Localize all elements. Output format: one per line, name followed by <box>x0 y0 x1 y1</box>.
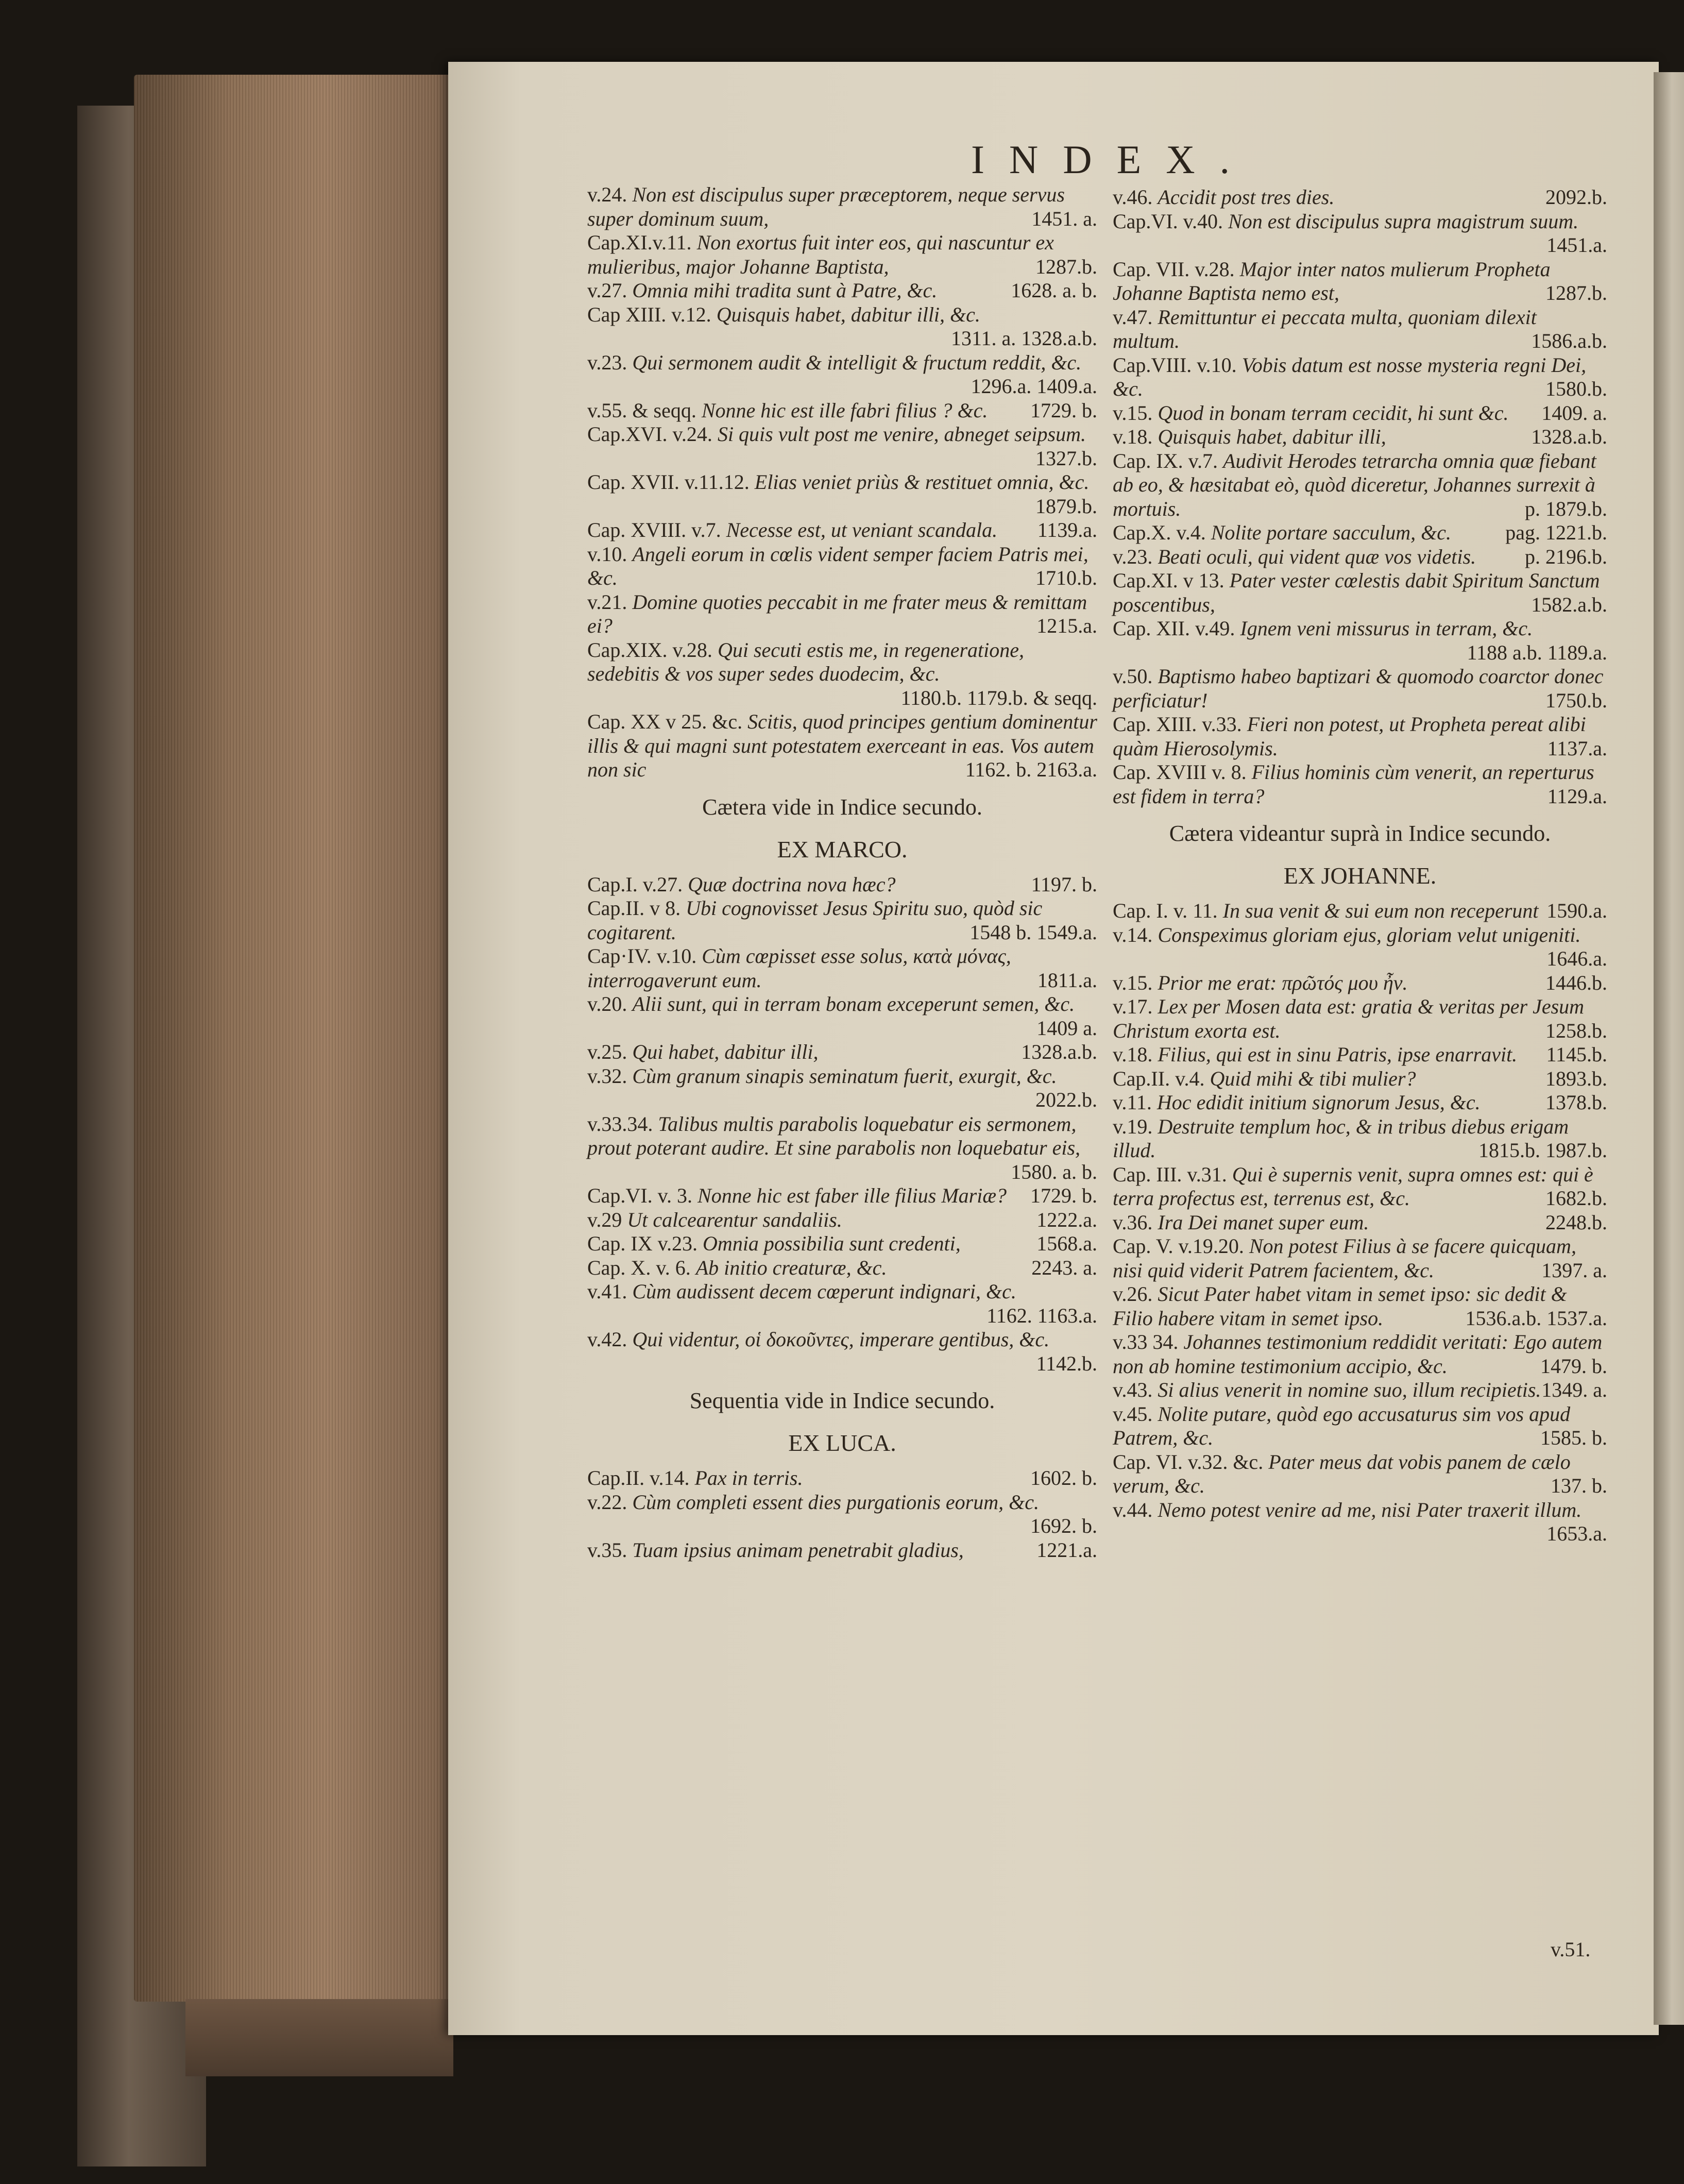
index-entry <box>1113 185 1607 210</box>
entry-page: 1692. b. <box>1030 1514 1097 1537</box>
entry-reference: v.23. <box>1113 545 1153 568</box>
entry-page: 1548 b. 1549.a. <box>969 920 1097 944</box>
index-entry <box>1113 617 1607 665</box>
entry-page: 1188 a.b. 1189.a. <box>1467 640 1607 664</box>
entry-page: 1653.a. <box>1546 1522 1607 1545</box>
entry-page: 2248.b. <box>1545 1210 1607 1234</box>
entry-page: 1258.b. <box>1545 1019 1607 1042</box>
entry-page: 1811.a. <box>1037 968 1097 992</box>
entry-page: 1162. 1163.a. <box>986 1303 1097 1327</box>
running-head: INDEX. <box>971 137 1255 182</box>
entry-text: Ab initio creaturæ, &c. <box>695 1256 887 1279</box>
index-entry <box>587 638 1097 710</box>
entry-text: Nolite portare sacculum, &c. <box>1211 521 1451 544</box>
entry-text: Lex per Mosen data est: gratia & veritas per Jesum Christum exorta est. <box>1113 995 1585 1042</box>
entry-reference: Cap. VI. v.32. &c. <box>1113 1450 1264 1474</box>
entry-reference: v.26. <box>1113 1282 1153 1306</box>
entry-text: Cùm granum sinapis seminatum fuerit, exurgit, &c. <box>632 1064 1057 1088</box>
index-entry <box>1113 1402 1607 1450</box>
entry-reference: v.35. <box>587 1538 627 1562</box>
entry-reference: v.47. <box>1113 305 1153 329</box>
entry-reference: Cap XIII. v.12. <box>587 302 711 326</box>
entry-page: 1582.a.b. <box>1531 592 1607 616</box>
entry-reference: v.10. <box>587 542 627 566</box>
entry-reference: Cap.II. v 8. <box>587 896 681 920</box>
entry-text: Ira Dei manet super eum. <box>1158 1210 1369 1234</box>
entry-page: 1879.b. <box>1035 494 1097 518</box>
entry-reference: v.17. <box>1113 995 1153 1018</box>
see-also-note: Cætera vide in Indice secundo. <box>702 794 982 820</box>
index-entry <box>587 183 1097 231</box>
entry-text: Alii sunt, qui in terram bonam exceperunt semen, &c. <box>632 992 1075 1015</box>
entry-text: Non est discipulus super præceptorem, neque servus super dominum suum, <box>587 183 1065 230</box>
entry-text: Johannes testimonium reddidit veritati: Ego autem non ab homine testimonium accipio, &c. <box>1113 1330 1603 1378</box>
entry-text: Nemo potest venire ad me, nisi Pater traxerit illum. <box>1158 1498 1582 1521</box>
entry-page: 1586.a.b. <box>1531 329 1607 352</box>
entry-text: Baptismo habeo baptizari & quomodo coarctor donec perficiatur! <box>1113 665 1604 712</box>
entry-page: 1162. b. 2163.a. <box>965 758 1097 781</box>
entry-page: 1682.b. <box>1545 1187 1607 1210</box>
entry-reference: Cap. XVIII. v.7. <box>587 518 721 541</box>
index-entry <box>587 992 1097 1040</box>
entry-page: 1580. a. b. <box>1011 1160 1097 1183</box>
entry-text: Major inter natos mulierum Propheta Johanne Baptista nemo est, <box>1113 257 1551 304</box>
entry-page: 1137.a. <box>1547 736 1607 760</box>
entry-page: 2092.b. <box>1545 185 1607 209</box>
entry-text: Quæ doctrina nova hæc? <box>688 872 896 896</box>
entry-reference: Cap.X. v.4. <box>1113 521 1206 544</box>
entry-reference: v.43. <box>1113 1378 1153 1401</box>
entry-page: 1893.b. <box>1545 1066 1607 1090</box>
entry-reference: v.18. <box>1113 1043 1153 1066</box>
entry-text: Vobis datum est nosse mysteria regni Dei, &c. <box>1113 353 1587 400</box>
right-column <box>1113 185 1607 1546</box>
entry-page: 1142.b. <box>1036 1351 1097 1375</box>
entry-text: Ubi cognovisset Jesus Spiritu suo, quòd sic cogitarent. <box>587 896 1043 944</box>
entry-text: Prior me erat: πρῶτός μου ἦν. <box>1158 971 1408 994</box>
entry-reference: v.19. <box>1113 1114 1153 1138</box>
entry-text: Qui secuti estis me, in regeneratione, sedebitis & vos super sedes duodecim, &c. <box>587 638 1024 685</box>
entry-reference: Cap. IX. v.7. <box>1113 449 1218 472</box>
index-entry <box>1113 899 1607 923</box>
entry-reference: v.23. <box>587 350 627 374</box>
index-entry <box>1113 1450 1607 1498</box>
index-entry <box>1113 971 1607 995</box>
index-entry <box>1113 923 1607 971</box>
index-entry <box>587 303 1097 351</box>
entry-page: 137. b. <box>1551 1474 1607 1497</box>
entry-text: Pater vester cœlestis dabit Spiritum Sanctum poscentibus, <box>1113 569 1600 616</box>
entry-reference: Cap. III. v.31. <box>1113 1162 1227 1186</box>
entry-page: 1296.a. 1409.a. <box>971 375 1097 398</box>
index-entry <box>1113 665 1607 713</box>
index-entry <box>587 1466 1097 1491</box>
entry-page: 1451.a. <box>1546 233 1607 257</box>
entry-reference: Cap.VI. v. 3. <box>587 1184 693 1207</box>
entry-page: 1180.b. 1179.b. & seqq. <box>900 686 1097 709</box>
index-entry <box>1113 449 1607 521</box>
catchword: v.51. <box>1551 1938 1591 1961</box>
entry-text: Quod in bonam terram cecidit, hi sunt &c. <box>1158 401 1509 425</box>
entry-reference: v.27. <box>587 279 627 302</box>
index-entry <box>587 873 1097 897</box>
index-entry <box>587 1064 1097 1112</box>
entry-page: 1409. a. <box>1541 401 1607 425</box>
entry-page: 1129.a. <box>1547 784 1607 808</box>
entry-page: 1710.b. <box>1035 566 1097 589</box>
entry-text: Nonne hic est ille fabri filius ? &c. <box>701 398 988 422</box>
entry-reference: v.50. <box>1113 665 1153 688</box>
luca-entries-continued <box>1113 185 1607 808</box>
index-entry <box>587 1491 1097 1538</box>
index-entry <box>587 1184 1097 1208</box>
entry-reference: Cap·IV. v.10. <box>587 944 697 968</box>
entry-reference: Cap. XVIII v. 8. <box>1113 760 1247 784</box>
entry-reference: Cap.I. v.27. <box>587 872 683 896</box>
index-entry <box>1113 1163 1607 1211</box>
entry-page: 1215.a. <box>1036 614 1097 637</box>
section-title-marco: EX MARCO. <box>777 836 908 862</box>
entry-reference: Cap. XVII. v.11.12. <box>587 470 750 494</box>
entry-text: Ignem veni missurus in terram, &c. <box>1240 617 1533 640</box>
index-entry <box>1113 401 1607 426</box>
entry-text: Non est discipulus supra magistrum suum. <box>1228 209 1579 233</box>
entry-text: Elias veniet priùs & restituet omnia, &c. <box>754 470 1090 494</box>
entry-reference: v.15. <box>1113 401 1153 425</box>
entry-text: Necesse est, ut veniant scandala. <box>726 518 998 541</box>
see-also-note: Sequentia vide in Indice secundo. <box>689 1388 995 1413</box>
index-entry <box>1113 1330 1607 1378</box>
entry-reference: Cap. XII. v.49. <box>1113 617 1235 640</box>
entry-text: Filius, qui est in sinu Patris, ipse enarravit. <box>1158 1043 1518 1066</box>
entry-reference: v.55. & seqq. <box>587 398 696 422</box>
index-entry <box>1113 306 1607 353</box>
entry-page: 1580.b. <box>1545 377 1607 400</box>
entry-text: Tuam ipsius animam penetrabit gladius, <box>632 1538 964 1562</box>
index-entry <box>587 1256 1097 1280</box>
index-entry <box>1113 545 1607 569</box>
index-entry <box>587 399 1097 423</box>
entry-page: 1479. b. <box>1540 1354 1607 1378</box>
entry-text: Ut calcearentur sandaliis. <box>627 1208 842 1231</box>
entry-reference: v.15. <box>1113 971 1153 994</box>
entry-reference: Cap. XIII. v.33. <box>1113 713 1242 736</box>
entry-text: Si alius venerit in nomine suo, illum recipietis. <box>1158 1378 1541 1401</box>
entry-page: 1568.a. <box>1036 1232 1097 1255</box>
entry-reference: v.33 34. <box>1113 1330 1179 1353</box>
entry-reference: Cap.XI. v 13. <box>1113 569 1224 592</box>
entry-reference: Cap.VI. v.40. <box>1113 209 1223 233</box>
entry-page: p. 2196.b. <box>1525 545 1607 568</box>
entry-reference: v.11. <box>1113 1091 1152 1114</box>
index-entry <box>587 590 1097 638</box>
entry-text: Nolite putare, quòd ego accusaturus sim vos apud Patrem, &c. <box>1113 1402 1571 1449</box>
entry-reference: Cap. IX v.23. <box>587 1232 698 1255</box>
index-entry <box>587 1538 1097 1563</box>
entry-page: 2243. a. <box>1031 1256 1097 1279</box>
index-entry <box>1113 1282 1607 1330</box>
see-also-note: Cætera videantur suprà in Indice secundo. <box>1169 821 1551 846</box>
entry-page: 1590.a. <box>1546 899 1607 922</box>
left-column <box>587 183 1097 1562</box>
entry-text: Qui è supernis venit, supra omnes est: qui è terra profectus est, terrenus est, &c. <box>1113 1162 1593 1210</box>
entry-page: 1628. a. b. <box>1011 279 1097 302</box>
entry-page: 2022.b. <box>1035 1088 1097 1111</box>
entry-reference: v.45. <box>1113 1402 1153 1426</box>
entry-text: Omnia possibilia sunt credenti, <box>703 1232 961 1255</box>
entry-reference: Cap.II. v.4. <box>1113 1066 1205 1090</box>
entry-page: 1145.b. <box>1546 1043 1607 1066</box>
entry-text: Fieri non potest, ut Propheta pereat alibi quàm Hierosolymis. <box>1113 713 1586 760</box>
entry-reference: v.21. <box>587 590 627 614</box>
entry-page: 1585. b. <box>1540 1426 1607 1449</box>
entry-text: Scitis, quod principes gentium dominentur illis & qui magni sunt potestatem exerceant in eas. Vos autem non sic <box>587 710 1097 781</box>
entry-page: 1328.a.b. <box>1021 1040 1097 1063</box>
index-entry <box>1113 1498 1607 1546</box>
entry-page: 1197. b. <box>1031 872 1097 896</box>
index-entry <box>587 422 1097 470</box>
entry-page: 1646.a. <box>1546 947 1607 970</box>
entry-reference: v.41. <box>587 1280 627 1303</box>
index-entry <box>587 1208 1097 1232</box>
entry-page: 1222.a. <box>1036 1208 1097 1231</box>
entry-text: Beati oculi, qui vident quæ vos videtis. <box>1158 545 1476 568</box>
entry-page: 1287.b. <box>1545 281 1607 304</box>
matthew-entries <box>587 183 1097 782</box>
entry-reference: Cap.VIII. v.10. <box>1113 353 1237 377</box>
entry-page: 1327.b. <box>1035 446 1097 470</box>
entry-text: Non exortus fuit inter eos, qui nascuntur ex mulieribus, major Johanne Baptista, <box>587 231 1054 278</box>
entry-page: pag. 1221.b. <box>1505 521 1607 544</box>
entry-text: Cùm cœpisset esse solus, κατὰ μόνας, interrogaverunt eum. <box>587 944 1011 992</box>
index-entry <box>587 351 1097 399</box>
entry-page: 1397. a. <box>1541 1258 1607 1282</box>
entry-reference: v.18. <box>1113 425 1153 448</box>
entry-page: 1602. b. <box>1030 1466 1097 1489</box>
entry-reference: v.14. <box>1113 923 1153 946</box>
index-entry <box>587 279 1097 303</box>
index-entry <box>587 518 1097 543</box>
page-block-edge <box>134 75 453 2002</box>
entry-page: 1729. b. <box>1030 398 1097 422</box>
entry-page: 1409 a. <box>1036 1016 1097 1040</box>
entry-reference: v.20. <box>587 992 627 1015</box>
entry-text: Qui sermonem audit & intelligit & fructum reddit, &c. <box>632 350 1082 374</box>
facing-page-edge <box>1654 72 1684 2025</box>
entry-text: Talibus multis parabolis loquebatur eis sermonem, prout poterant audire. Et sine parabolis non loquebatur eis, <box>587 1112 1081 1159</box>
index-entry <box>1113 1091 1607 1115</box>
entry-reference: Cap. I. v. 11. <box>1113 899 1218 922</box>
entry-text: Qui videntur, οἱ δοκοῦντες, imperare gentibus, &c. <box>632 1328 1050 1351</box>
entry-reference: Cap. XX v 25. &c. <box>587 710 743 733</box>
entry-page: p. 1879.b. <box>1525 497 1607 520</box>
entry-text: Destruite templum hoc, & in tribus diebus erigam illud. <box>1113 1114 1569 1162</box>
entry-text: Sicut Pater habet vitam in semet ipso: sic dedit & Filio habere vitam in semet ipso. <box>1113 1282 1567 1330</box>
entry-text: Accidit post tres dies. <box>1158 185 1335 209</box>
index-entry <box>1113 713 1607 760</box>
index-entry <box>1113 1043 1607 1067</box>
index-entry <box>1113 210 1607 258</box>
index-entry <box>587 710 1097 782</box>
entry-reference: v.24. <box>587 183 627 206</box>
index-entry <box>1113 1211 1607 1235</box>
entry-text: Non potest Filius à se facere quicquam, nisi quid viderit Patrem facientem, &c. <box>1113 1234 1576 1282</box>
entry-page: 1349. a. <box>1541 1378 1607 1401</box>
index-entry <box>1113 425 1607 449</box>
entry-text: In sua venit & sui eum non receperunt <box>1222 899 1539 922</box>
index-entry <box>587 944 1097 992</box>
entry-text: Pater meus dat vobis panem de cælo verum, &c. <box>1113 1450 1571 1497</box>
index-entry <box>587 231 1097 279</box>
index-entry <box>1113 569 1607 617</box>
entry-reference: v.42. <box>587 1328 627 1351</box>
index-entry <box>587 1280 1097 1328</box>
entry-page: 1729. b. <box>1030 1184 1097 1207</box>
index-entry <box>587 896 1097 944</box>
entry-reference: v.29 <box>587 1208 622 1231</box>
index-entry <box>587 543 1097 590</box>
entry-reference: Cap.II. v.14. <box>587 1466 690 1489</box>
entry-reference: Cap. X. v. 6. <box>587 1256 691 1279</box>
entry-text: Filius hominis cùm venerit, an reperturus est fidem in terra? <box>1113 760 1594 808</box>
entry-page: 1446.b. <box>1545 971 1607 994</box>
entry-page: 1287.b. <box>1035 255 1097 278</box>
index-entry <box>1113 760 1607 808</box>
entry-text: Angeli eorum in cœlis vident semper faciem Patris mei, &c. <box>587 542 1088 589</box>
entry-text: Nonne hic est faber ille filius Mariæ? <box>698 1184 1007 1207</box>
entry-text: Quid mihi & tibi mulier? <box>1210 1066 1416 1090</box>
index-entry <box>1113 1234 1607 1282</box>
index-entry <box>587 1040 1097 1064</box>
entry-page: 1139.a. <box>1037 518 1097 541</box>
entry-text: Hoc edidit initium signorum Jesus, &c. <box>1156 1091 1481 1114</box>
entry-text: Pax in terris. <box>694 1466 803 1489</box>
entry-text: Cùm audissent decem cœperunt indignari, &c. <box>632 1280 1016 1303</box>
entry-reference: v.44. <box>1113 1498 1153 1521</box>
index-entry <box>1113 521 1607 545</box>
index-entry <box>1113 995 1607 1043</box>
entry-reference: Cap.XIX. v.28. <box>587 638 712 662</box>
entry-text: Audivit Herodes tetrarcha omnia quæ fiebant ab eo, & hæsitabat eò, quòd diceretur, Johannes surrexit à mortuis. <box>1113 449 1596 520</box>
entry-text: Conspeximus gloriam ejus, gloriam velut unigeniti. <box>1158 923 1581 946</box>
entry-reference: v.25. <box>587 1040 627 1063</box>
entry-text: Remittuntur ei peccata multa, quoniam dilexit multum. <box>1113 305 1537 352</box>
marco-entries <box>587 873 1097 1376</box>
entry-reference: v.46. <box>1113 185 1153 209</box>
index-entry <box>1113 1067 1607 1091</box>
index-entry <box>1113 1378 1607 1402</box>
index-entry <box>587 1112 1097 1184</box>
entry-text: Domine quoties peccabit in me frater meus & remittam ei? <box>587 590 1087 637</box>
index-entry <box>1113 258 1607 306</box>
index-entry <box>587 1328 1097 1376</box>
book-bottom-board <box>185 1999 453 2076</box>
entry-text: Si quis vult post me venire, abneget seipsum. <box>717 422 1086 446</box>
section-title-luca: EX LUCA. <box>788 1430 896 1456</box>
entry-text: Quisquis habet, dabitur illi, &c. <box>716 302 980 326</box>
entry-reference: v.33.34. <box>587 1112 653 1136</box>
entry-text: Quisquis habet, dabitur illi, <box>1158 425 1386 448</box>
entry-reference: Cap. VII. v.28. <box>1113 257 1235 281</box>
index-entry <box>1113 353 1607 401</box>
index-entry <box>587 470 1097 518</box>
entry-reference: Cap.XI.v.11. <box>587 231 692 254</box>
entry-reference: Cap. V. v.19.20. <box>1113 1234 1244 1258</box>
entry-text: Cùm completi essent dies purgationis eorum, &c. <box>632 1490 1039 1514</box>
entry-page: 1328.a.b. <box>1531 425 1607 448</box>
entry-page: 1536.a.b. 1537.a. <box>1465 1306 1607 1330</box>
entry-page: 1221.a. <box>1036 1538 1097 1562</box>
entry-reference: v.36. <box>1113 1210 1153 1234</box>
johanne-entries <box>1113 899 1607 1546</box>
section-title-johanne: EX JOHANNE. <box>1283 862 1437 889</box>
entry-page: 1378.b. <box>1545 1091 1607 1114</box>
entry-reference: v.32. <box>587 1064 627 1088</box>
entry-page: 1750.b. <box>1545 688 1607 712</box>
entry-reference: v.22. <box>587 1490 627 1514</box>
entry-page: 1311. a. 1328.a.b. <box>950 327 1097 350</box>
index-entry <box>587 1232 1097 1256</box>
entry-page: 1815.b. 1987.b. <box>1478 1139 1607 1162</box>
entry-reference: Cap.XVI. v.24. <box>587 422 712 446</box>
entry-text: Omnia mihi tradita sunt à Patre, &c. <box>632 279 938 302</box>
luca-entries <box>587 1466 1097 1562</box>
entry-page: 1451. a. <box>1031 207 1097 230</box>
entry-text: Qui habet, dabitur illi, <box>632 1040 819 1063</box>
index-entry <box>1113 1115 1607 1163</box>
